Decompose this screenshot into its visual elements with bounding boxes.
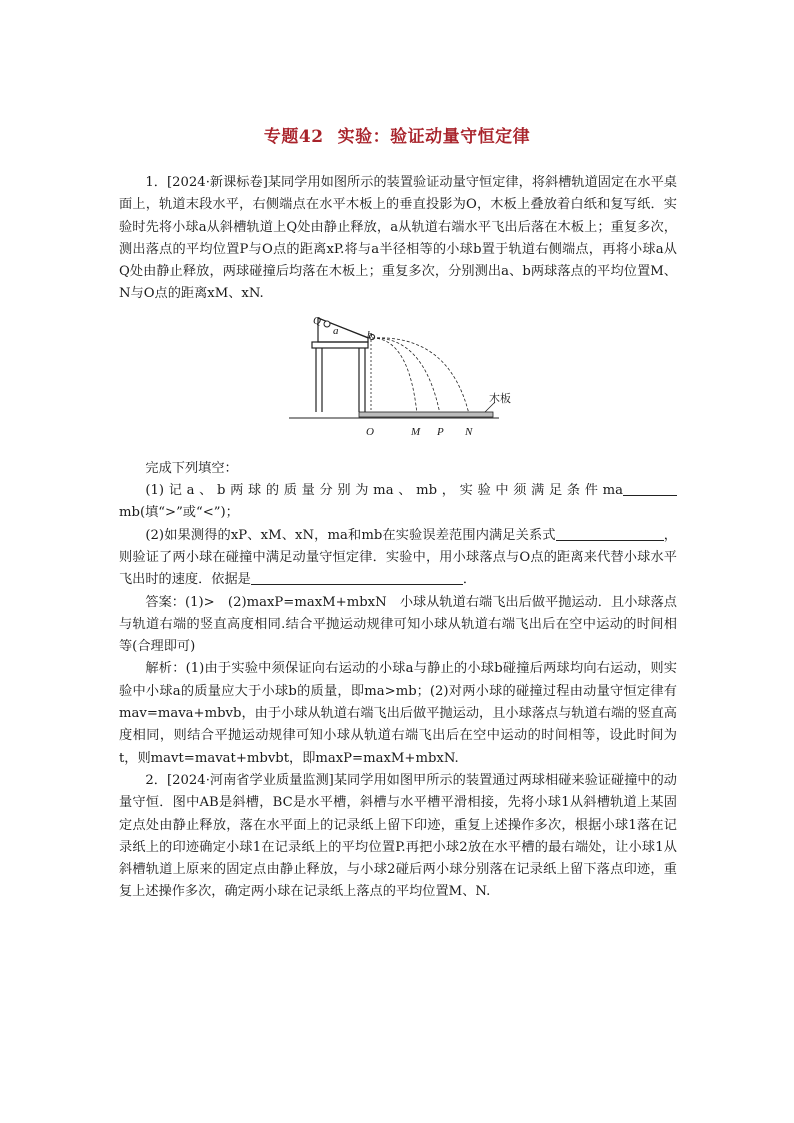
content <box>119 172 677 904</box>
q1-task: 完成下列填空： <box>145 460 238 476</box>
apparatus-diagram <box>119 310 677 456</box>
title-number: 专题42 <box>263 127 324 147</box>
q1-part2: (2)如果测得的xP、xM、xN，ma和mb在实验误差范围内满足关系式 ，则验证了两小球在碰撞中满足动量守恒定律．实验中，用小球落点与O点的距离来代替小球水平飞出时的速度．依据是 ． <box>119 527 677 588</box>
label-M: M <box>411 425 421 438</box>
q1-answer: 答案：(1)> (2)maxP=maxM+mbxN 小球从轨道右端飞出后做平抛运动．且小球落点与轨道右端的竖直高度相同.结合平抛运动规律可知小球从轨道右端飞出后在空中运动的时间相等(合理即可) <box>119 594 677 655</box>
label-O: O <box>366 425 374 438</box>
label-Q: Q <box>313 314 321 327</box>
label-b: b <box>367 328 373 341</box>
answer-blank-1[interactable] <box>623 481 677 496</box>
q1-analysis: 解析：(1)由于实验中须保证向右运动的小球a与静止的小球b碰撞后两球均向右运动，则实验中小球a的质量应大于小球b的质量，即ma>mb；(2)对两小球的碰撞过程由动量守恒定律有mav=mava+mbvb，由于小球从轨道右端飞出后做平抛运动，且小球落点与轨道右端的竖直高度相同，则结合平抛运动规律可知小球从轨道右端飞出后在空中运动的时间相等，设此时间为t，则mavt=mavat+mbvbt，即maxP=maxM+mbxN. <box>119 661 677 766</box>
page-title <box>0 122 794 147</box>
answer-blank-3[interactable] <box>251 570 463 585</box>
label-board: 木板 <box>489 391 511 405</box>
q1-part1: (1)记a、b两球的质量分别为ma、mb，实验中须满足条件mamb(填“>”或“<”)； <box>119 480 677 525</box>
q2-text: 2．[2024·河南省学业质量监测]某同学用如图甲所示的装置通过两球相碰来验证碰撞中的动量守恒．图中AB是斜槽，BC是水平槽，斜槽与水平槽平滑相接，先将小球1从斜槽轨道上某固定点处由静止释放，落在水平面上的记录纸上留下印迹，重复上述操作多次，根据小球1落在记录纸上的印迹确定小球1在记录纸上的平均位置P.再把小球2放在水平槽的最右端处，让小球1从斜槽轨道上原来的固定点由静止释放，与小球2碰后两小球分别落在记录纸上留下落点印迹，重复上述操作多次，确定两小球在记录纸上落点的平均位置M、N. <box>119 772 677 900</box>
label-a: a <box>333 324 339 337</box>
label-N: N <box>465 425 473 438</box>
label-P: P <box>437 425 444 438</box>
q1-figure <box>119 310 677 456</box>
answer-blank-2[interactable] <box>556 526 664 541</box>
q1-intro: 1．[2024·新课标卷]某同学用如图所示的装置验证动量守恒定律，将斜槽轨道固定在水平桌面上，轨道末段水平，右侧端点在水平木板上的垂直投影为O，木板上叠放着白纸和复写纸．实验时先将小球a从斜槽轨道上Q处由静止释放，a从轨道右端水平飞出后落在木板上；重复多次，测出落点的平均位置P与O点的距离xP.将与a半径相等的小球b置于轨道右侧端点，再将小球a从Q处由静止释放，两球碰撞后均落在木板上；重复多次，分别测出a、b两球落点的平均位置M、N与O点的距离xM、xN. <box>119 175 677 302</box>
title-text: 实验：验证动量守恒定律 <box>337 127 531 147</box>
